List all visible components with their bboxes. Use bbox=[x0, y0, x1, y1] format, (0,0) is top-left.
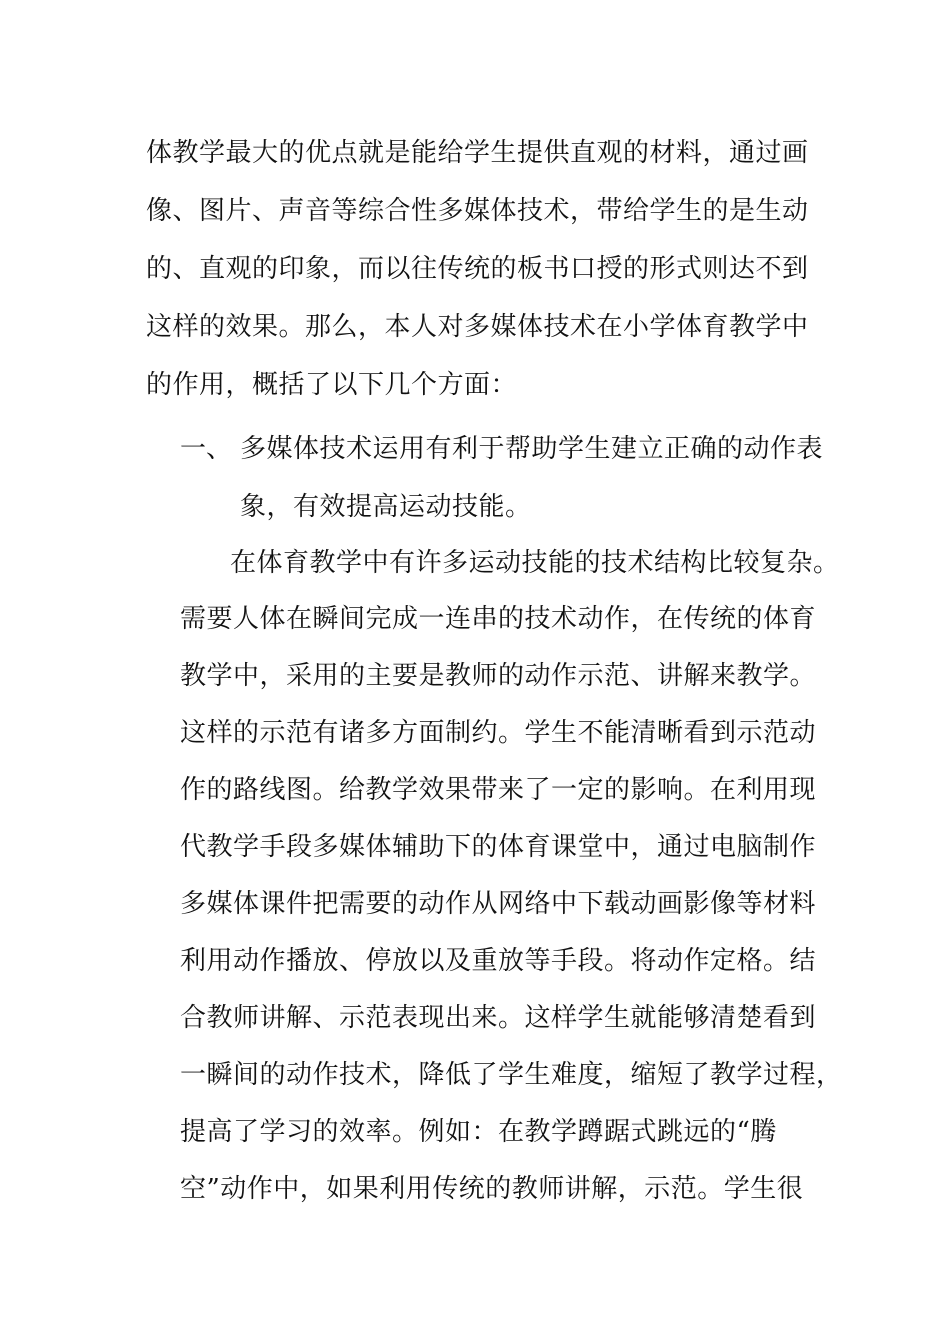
text-line: 像、图片、声音等综合性多媒体技术，带给学生的是生动 bbox=[146, 196, 809, 226]
text-line: 教学中，采用的主要是教师的动作示范、讲解来教学。 bbox=[180, 661, 817, 691]
text-line: 一瞬间的动作技术，降低了学生难度，缩短了教学过程， bbox=[180, 1060, 843, 1090]
text-line: 代教学手段多媒体辅助下的体育课堂中，通过电脑制作 bbox=[180, 832, 817, 862]
text-line: 的作用，概括了以下几个方面： bbox=[146, 370, 518, 400]
text-line: 作的路线图。给教学效果带来了一定的影响。在利用现 bbox=[180, 775, 817, 805]
text-line: 合教师讲解、示范表现出来。这样学生就能够清楚看到 bbox=[180, 1003, 817, 1033]
text-line: 提高了学习的效率。例如：在教学蹲踞式跳远的“腾 bbox=[180, 1117, 777, 1147]
heading-line: 多媒体技术运用有利于帮助学生建立正确的动作表 bbox=[240, 434, 824, 464]
text-line: 的、直观的印象，而以往传统的板书口授的形式则达不到 bbox=[146, 254, 809, 284]
section-number: 一、 bbox=[180, 434, 233, 464]
text-line: 体教学最大的优点就是能给学生提供直观的材料，通过画 bbox=[146, 138, 809, 168]
text-line: 空”动作中，如果利用传统的教师讲解，示范。学生很 bbox=[180, 1174, 804, 1204]
text-line: 这样的示范有诸多方面制约。学生不能清晰看到示范动 bbox=[180, 718, 817, 748]
heading-line: 象，有效提高运动技能。 bbox=[240, 492, 532, 522]
text-line: 多媒体课件把需要的动作从网络中下载动画影像等材料 bbox=[180, 889, 817, 919]
text-line: 利用动作播放、停放以及重放等手段。将动作定格。结 bbox=[180, 946, 817, 976]
text-line: 需要人体在瞬间完成一连串的技术动作，在传统的体育 bbox=[180, 604, 817, 634]
text-line: 在体育教学中有许多运动技能的技术结构比较复杂。 bbox=[230, 548, 840, 578]
text-line: 这样的效果。那么，本人对多媒体技术在小学体育教学中 bbox=[146, 312, 809, 342]
